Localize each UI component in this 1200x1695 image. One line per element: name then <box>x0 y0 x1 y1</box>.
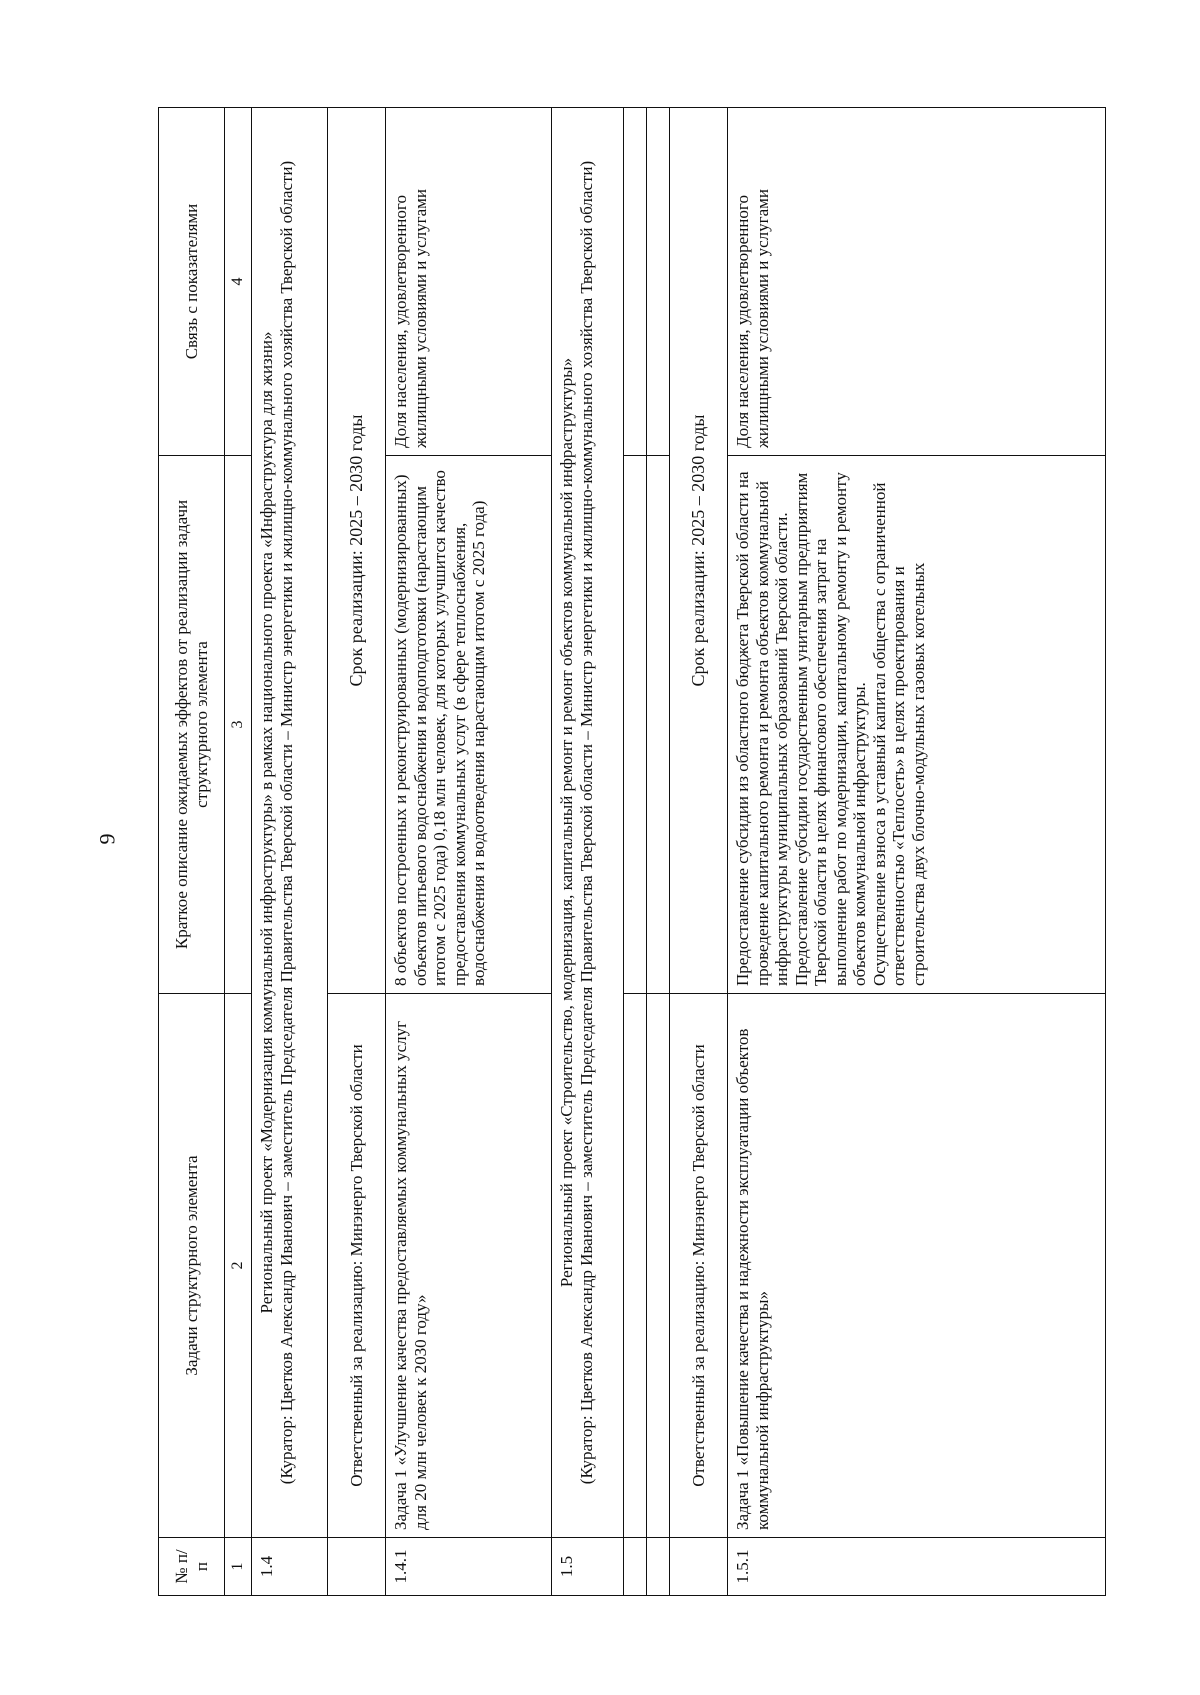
section-num: 1.5 <box>552 1538 624 1596</box>
section-num: 1.4 <box>252 1538 328 1596</box>
col-number-2: 2 <box>225 994 252 1538</box>
header-link: Связь с показателями <box>159 108 225 456</box>
task-description-part: Осуществление взноса в уставный капитал общества с ограниченной ответственностью «Теплосеть» в целях проектирования и строительства двух блочно-модульных газовых котельных <box>869 482 928 986</box>
empty-cell <box>624 1538 647 1596</box>
structural-elements-table <box>158 107 1106 1596</box>
rotated-table-wrapper <box>158 108 1106 1596</box>
section-title: Региональный проект «Модернизация коммунальной инфраструктуры» в рамках национального проекта «Инфраструктура для жизни» <box>257 331 276 1314</box>
header-num: № п/п <box>159 1538 225 1596</box>
col-number-4: 4 <box>225 108 252 456</box>
responsible: Ответственный за реализацию: Минэнерго Тверской области <box>328 994 386 1538</box>
empty-cell <box>624 456 647 994</box>
section-heading <box>252 108 328 1538</box>
task-description-part: Предоставление субсидии из областного бюджета Тверской области на проведение капитального ремонта и ремонта объектов коммунальной инфраструктуры муниципальных образований Тверской области. <box>733 471 791 986</box>
term: Срок реализации: 2025 – 2030 годы <box>670 108 728 994</box>
task-text: Задача 1 «Повышение качества и надежности эксплуатации объектов коммунальной инфраструктуры» <box>728 994 1106 1538</box>
task-text: Задача 1 «Улучшение качества предоставляемых коммунальных услуг для 20 млн человек к 2030 году» <box>386 994 552 1538</box>
header-description: Краткое описание ожидаемых эффектов от реализации задачи структурного элемента <box>159 456 225 994</box>
section-curator: (Куратор: Цветков Александр Иванович – заместитель Председателя Правительства Тверской области – Министр энергетики и жилищно-коммунального хозяйства Тверской области) <box>276 160 296 1485</box>
empty-cell <box>670 1538 728 1596</box>
responsible: Ответственный за реализацию: Минэнерго Тверской области <box>670 994 728 1538</box>
task-description: 8 объектов построенных и реконструированных (модернизированных) объектов питьевого водоснабжения и водоподготовки (нарастающим итогом с 2025 года) 0,18 млн человек, для которых улучшится качество предоставления коммунальных услуг (в сфере теплоснабжения, водоснабжения и водоотведения нарастающим итогом с 2025 года) <box>386 456 552 994</box>
empty-cell <box>624 994 647 1538</box>
empty-cell <box>647 456 670 994</box>
task-num: 1.5.1 <box>728 1538 1106 1596</box>
term: Срок реализации: 2025 – 2030 годы <box>328 108 386 994</box>
empty-cell <box>647 1538 670 1596</box>
page-number: 9 <box>94 833 120 845</box>
col-number-1: 1 <box>225 1538 252 1596</box>
task-description <box>728 456 1106 994</box>
empty-cell <box>647 994 670 1538</box>
empty-cell <box>624 108 647 456</box>
section-heading <box>552 108 624 1538</box>
task-link: Доля населения, удовлетворенного жилищными условиями и услугами <box>386 108 552 456</box>
task-num: 1.4.1 <box>386 1538 552 1596</box>
header-tasks: Задачи структурного элемента <box>159 994 225 1538</box>
task-description-part: Предоставление субсидии государственным унитарным предприятиям Тверской области в целях финансового обеспечения затрат на выполнение работ по модернизации, капитальному ремонту и ремонту объектов коммунальной инфраструктуры. <box>791 472 869 986</box>
section-curator: (Куратор: Цветков Александр Иванович – заместитель Председателя Правительства Тверской области – Министр энергетики и жилищно-коммунального хозяйства Тверской области) <box>576 160 596 1485</box>
col-number-3: 3 <box>225 456 252 994</box>
task-link: Доля населения, удовлетворенного жилищными условиями и услугами <box>728 108 1106 456</box>
empty-cell <box>647 108 670 456</box>
empty-cell <box>328 1538 386 1596</box>
section-title: Региональный проект «Строительство, модернизация, капитальный ремонт и ремонт объектов коммунальной инфраструктуры» <box>557 357 576 1288</box>
